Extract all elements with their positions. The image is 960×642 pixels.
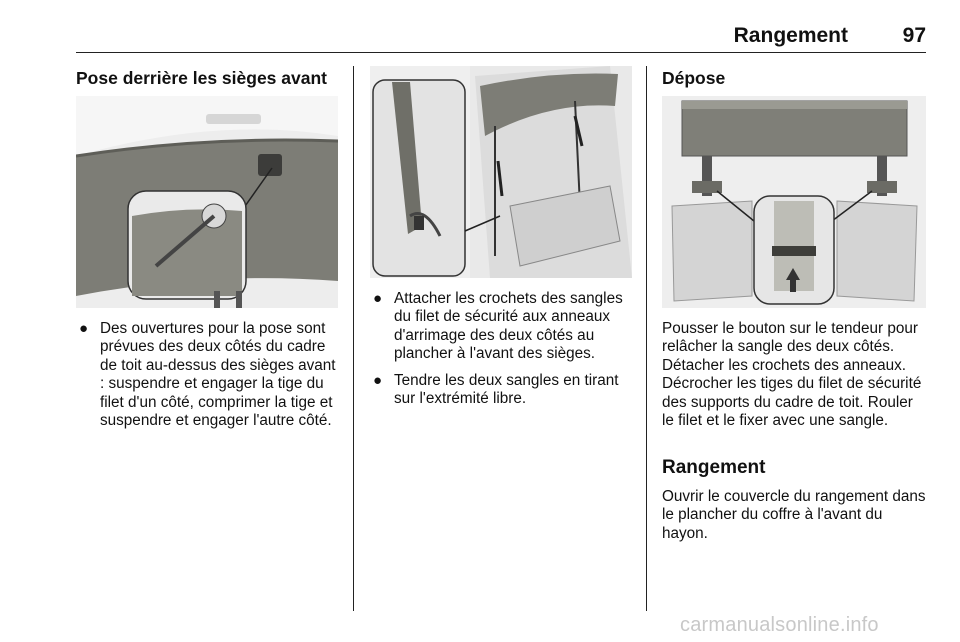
page-number: 97 — [902, 24, 926, 47]
col1-heading: Pose derrière les sièges avant — [76, 68, 327, 88]
bullet-text: Attacher les crochets des sangles du filet de sécurité aux anneaux d'arrimage des deux côtés au plancher à l'avant des sièges. — [394, 290, 623, 363]
bullet-marker: ● — [373, 290, 383, 307]
section-title: Rangement — [733, 24, 848, 47]
bullet-text: Tendre les deux sangles en tirant sur l'extrémité libre. — [394, 371, 619, 408]
figure-roof-mount — [76, 96, 338, 308]
figure-removal — [662, 96, 926, 308]
col3-subheading: Rangement — [662, 457, 766, 478]
list-item — [76, 320, 344, 430]
col3-paragraph: Pousser le bouton sur le tendeur pour relâcher la sangle des deux côtés. Détacher les crochets des anneaux. Décrocher les tiges du filet de sécurité des supports du cadre de toit. Rouler le filet et le fixer avec une sangle. — [662, 320, 922, 430]
floor-anchors-illustration — [370, 66, 632, 278]
bullet-text: Des ouvertures pour la pose sont prévues des deux côtés du cadre de toit au-dessus des sièges avant : suspendre et engager la tige du filet d'un côté, comprimer la tige et suspendre et engager l'autre côté. — [100, 320, 336, 430]
list-item — [370, 372, 635, 409]
roof-mount-illustration — [76, 96, 338, 308]
col3-heading: Dépose — [662, 68, 726, 88]
column-divider-1 — [353, 66, 354, 611]
col1-bullet-list — [76, 320, 344, 438]
column-divider-2 — [646, 66, 647, 611]
col3-paragraph-2: Ouvrir le couvercle du rangement dans le plancher du coffre à l'avant du hayon. — [662, 488, 926, 542]
header-rule — [76, 52, 926, 53]
list-item — [370, 290, 635, 364]
col2-bullet-list — [370, 290, 635, 416]
watermark: carmanualsonline.info — [680, 614, 879, 636]
figure-floor-anchors — [370, 66, 632, 278]
bullet-marker: ● — [79, 320, 89, 337]
removal-illustration — [662, 96, 926, 308]
bullet-marker: ● — [373, 371, 383, 389]
